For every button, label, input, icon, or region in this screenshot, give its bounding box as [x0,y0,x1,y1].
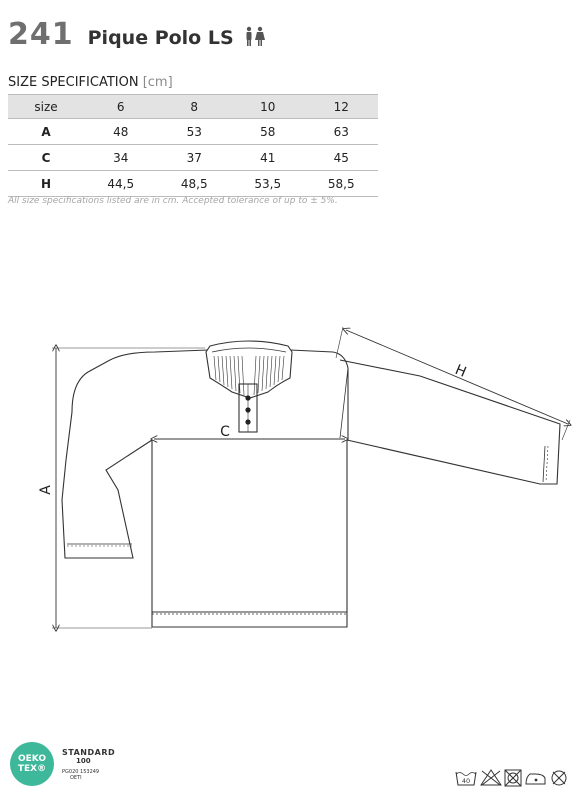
standard-label: STANDARD [62,748,116,757]
tolerance-note: All size specifications listed are in cm. Accepted tolerance of up to ± 5%. [8,196,338,206]
dimension-label-c: C [220,424,230,440]
table-cell: 53,5 [231,171,305,197]
dimension-label-h: H [452,361,469,381]
cert-code: PG020 153249 [62,769,100,775]
spec-unit: [cm] [142,75,173,90]
product-name: Pique Polo LS [87,27,234,49]
oeko-tex-logo [10,742,54,786]
table-header-cell: 6 [84,95,158,119]
cert-institute: OETI [70,775,82,781]
no-tumble-dry-icon [505,770,521,786]
spec-title-text: SIZE SPECIFICATION [8,75,139,90]
no-dry-clean-icon [552,771,566,785]
table-cell: 41 [231,145,305,171]
table-cell: 48,5 [158,171,232,197]
dimension-label-a: A [38,485,54,495]
wash-40-icon [456,772,476,785]
no-bleach-icon [481,770,501,785]
wash-temp: 40 [461,777,471,785]
product-number: 241 [8,17,74,52]
table-header-cell: 12 [305,95,379,119]
table-header-cell: size [8,95,84,119]
iron-low-icon [526,774,545,784]
table-cell: 53 [158,119,232,145]
oeko-line2: TEX® [17,764,47,774]
table-header-cell: 8 [158,95,232,119]
table-cell: 37 [158,145,232,171]
row-label: C [8,145,84,171]
standard-number: 100 [76,757,91,765]
table-cell: 34 [84,145,158,171]
table-cell: 44,5 [84,171,158,197]
table-cell: 48 [84,119,158,145]
table-cell: 58 [231,119,305,145]
row-label: H [8,171,84,197]
table-cell: 63 [305,119,379,145]
oeko-tex-standard [62,748,115,781]
row-label: A [8,119,84,145]
table-cell: 45 [305,145,379,171]
care-symbols [455,768,579,788]
table-header-cell: 10 [231,95,305,119]
table-cell: 58,5 [305,171,379,197]
oeko-line1: OEKO [17,754,47,764]
